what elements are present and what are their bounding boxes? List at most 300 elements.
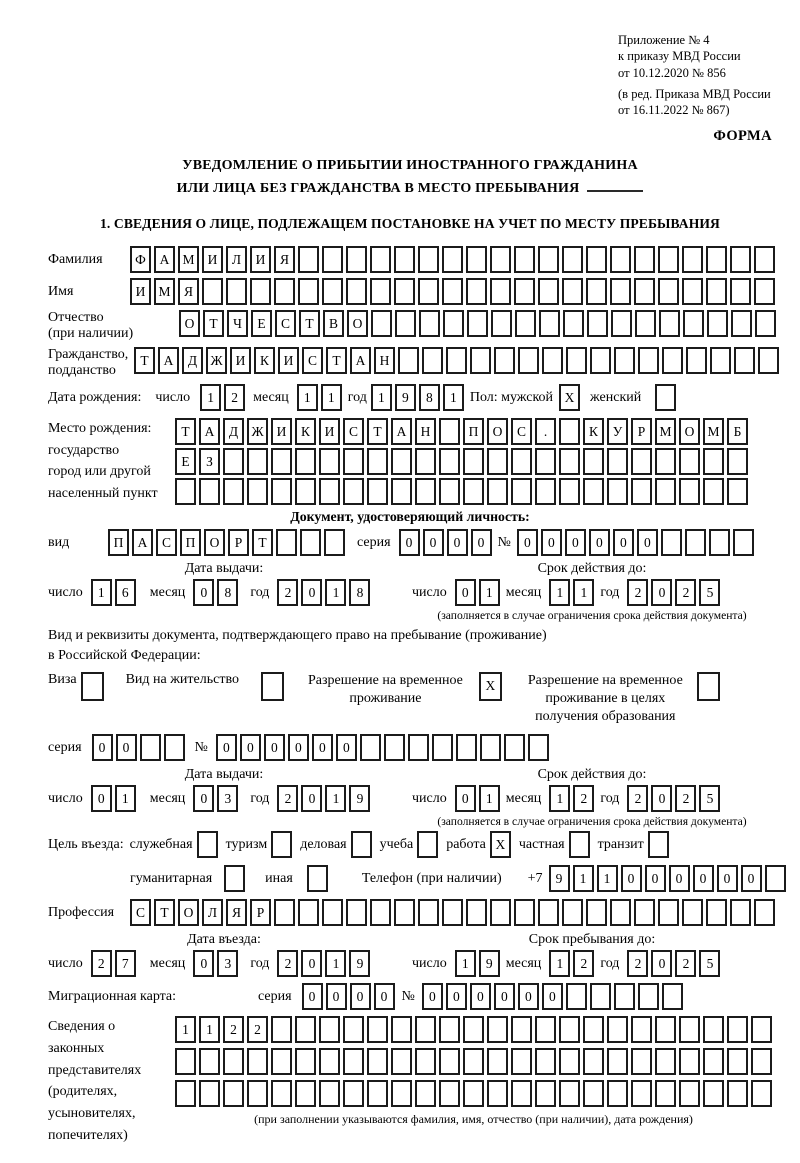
char-cell[interactable]: 0 [91, 785, 112, 812]
char-cell[interactable] [271, 1016, 292, 1043]
char-cell[interactable] [300, 529, 321, 556]
char-cell[interactable]: X [559, 384, 580, 411]
char-cell[interactable]: О [679, 418, 700, 445]
char-cell[interactable] [703, 1048, 724, 1075]
char-cell[interactable] [535, 1016, 556, 1043]
char-cell[interactable]: И [319, 418, 340, 445]
char-cell[interactable]: А [199, 418, 220, 445]
char-cell[interactable] [514, 899, 535, 926]
char-cell[interactable]: 0 [447, 529, 468, 556]
char-cell[interactable]: 2 [247, 1016, 268, 1043]
char-cell[interactable] [463, 1016, 484, 1043]
char-cell[interactable]: 1 [325, 579, 346, 606]
char-cell[interactable]: 0 [651, 785, 672, 812]
char-cell[interactable]: У [607, 418, 628, 445]
char-cell[interactable] [610, 899, 631, 926]
char-cell[interactable]: 1 [325, 785, 346, 812]
char-cell[interactable] [566, 983, 587, 1010]
char-cell[interactable] [638, 347, 659, 374]
char-cell[interactable] [703, 448, 724, 475]
char-cell[interactable]: 0 [301, 785, 322, 812]
char-cell[interactable] [322, 899, 343, 926]
char-cell[interactable] [730, 899, 751, 926]
char-cell[interactable]: 1 [91, 579, 112, 606]
char-cell[interactable] [634, 278, 655, 305]
char-cell[interactable] [661, 529, 682, 556]
char-cell[interactable] [648, 831, 669, 858]
char-cell[interactable]: О [204, 529, 225, 556]
char-cell[interactable] [491, 310, 512, 337]
char-cell[interactable] [487, 1016, 508, 1043]
char-cell[interactable] [391, 1016, 412, 1043]
char-cell[interactable]: В [323, 310, 344, 337]
char-cell[interactable] [298, 899, 319, 926]
char-cell[interactable] [590, 983, 611, 1010]
char-cell[interactable] [659, 310, 680, 337]
char-cell[interactable]: 8 [217, 579, 238, 606]
char-cell[interactable]: Я [274, 246, 295, 273]
char-cell[interactable]: С [343, 418, 364, 445]
char-cell[interactable] [439, 448, 460, 475]
char-cell[interactable] [490, 246, 511, 273]
char-cell[interactable]: 0 [422, 983, 443, 1010]
char-cell[interactable]: 2 [627, 579, 648, 606]
char-cell[interactable] [528, 734, 549, 761]
char-cell[interactable]: 0 [693, 865, 714, 892]
char-cell[interactable]: 9 [349, 950, 370, 977]
char-cell[interactable]: 1 [549, 950, 570, 977]
char-cell[interactable]: Т [203, 310, 224, 337]
char-cell[interactable] [490, 278, 511, 305]
char-cell[interactable] [559, 448, 580, 475]
char-cell[interactable]: О [487, 418, 508, 445]
char-cell[interactable]: 3 [217, 950, 238, 977]
char-cell[interactable] [343, 1080, 364, 1107]
char-cell[interactable] [298, 278, 319, 305]
char-cell[interactable]: М [154, 278, 175, 305]
char-cell[interactable]: 0 [565, 529, 586, 556]
char-cell[interactable] [504, 734, 525, 761]
char-cell[interactable]: С [130, 899, 151, 926]
char-cell[interactable] [394, 246, 415, 273]
char-cell[interactable]: 1 [573, 865, 594, 892]
char-cell[interactable] [586, 246, 607, 273]
char-cell[interactable] [391, 1048, 412, 1075]
char-cell[interactable]: И [250, 246, 271, 273]
char-cell[interactable] [418, 246, 439, 273]
char-cell[interactable] [583, 1048, 604, 1075]
char-cell[interactable]: П [108, 529, 129, 556]
char-cell[interactable] [538, 899, 559, 926]
char-cell[interactable] [709, 529, 730, 556]
char-cell[interactable]: 5 [699, 950, 720, 977]
char-cell[interactable]: 0 [116, 734, 137, 761]
char-cell[interactable]: 0 [336, 734, 357, 761]
char-cell[interactable] [682, 278, 703, 305]
char-cell[interactable] [418, 278, 439, 305]
char-cell[interactable] [631, 1048, 652, 1075]
char-cell[interactable] [351, 831, 372, 858]
char-cell[interactable] [346, 278, 367, 305]
char-cell[interactable] [655, 1016, 676, 1043]
char-cell[interactable]: С [511, 418, 532, 445]
char-cell[interactable] [415, 448, 436, 475]
char-cell[interactable] [658, 246, 679, 273]
char-cell[interactable] [511, 448, 532, 475]
char-cell[interactable]: 0 [301, 579, 322, 606]
char-cell[interactable] [539, 310, 560, 337]
char-cell[interactable]: Р [228, 529, 249, 556]
char-cell[interactable]: 0 [471, 529, 492, 556]
char-cell[interactable] [679, 448, 700, 475]
char-cell[interactable] [607, 1080, 628, 1107]
char-cell[interactable]: 2 [627, 785, 648, 812]
char-cell[interactable]: Ж [206, 347, 227, 374]
char-cell[interactable] [559, 418, 580, 445]
char-cell[interactable] [271, 831, 292, 858]
char-cell[interactable] [655, 448, 676, 475]
char-cell[interactable]: С [302, 347, 323, 374]
char-cell[interactable]: Т [326, 347, 347, 374]
char-cell[interactable] [442, 278, 463, 305]
char-cell[interactable] [583, 448, 604, 475]
char-cell[interactable]: 2 [627, 950, 648, 977]
char-cell[interactable]: X [479, 672, 502, 701]
char-cell[interactable]: 0 [399, 529, 420, 556]
char-cell[interactable] [514, 278, 535, 305]
char-cell[interactable]: К [583, 418, 604, 445]
char-cell[interactable] [583, 1080, 604, 1107]
char-cell[interactable] [391, 1080, 412, 1107]
char-cell[interactable] [223, 478, 244, 505]
char-cell[interactable] [271, 448, 292, 475]
char-cell[interactable] [583, 478, 604, 505]
char-cell[interactable] [367, 1016, 388, 1043]
char-cell[interactable] [432, 734, 453, 761]
char-cell[interactable] [391, 448, 412, 475]
char-cell[interactable]: 0 [621, 865, 642, 892]
char-cell[interactable]: Л [202, 899, 223, 926]
char-cell[interactable]: Ж [247, 418, 268, 445]
char-cell[interactable] [679, 1016, 700, 1043]
char-cell[interactable] [634, 246, 655, 273]
char-cell[interactable] [751, 1016, 772, 1043]
char-cell[interactable] [562, 246, 583, 273]
char-cell[interactable] [343, 1016, 364, 1043]
char-cell[interactable]: О [347, 310, 368, 337]
char-cell[interactable] [175, 1080, 196, 1107]
char-cell[interactable] [371, 310, 392, 337]
char-cell[interactable]: 2 [675, 579, 696, 606]
char-cell[interactable]: 0 [216, 734, 237, 761]
char-cell[interactable]: П [463, 418, 484, 445]
char-cell[interactable] [562, 278, 583, 305]
char-cell[interactable] [683, 310, 704, 337]
char-cell[interactable]: 0 [542, 983, 563, 1010]
char-cell[interactable] [346, 899, 367, 926]
char-cell[interactable] [384, 734, 405, 761]
char-cell[interactable] [755, 310, 776, 337]
char-cell[interactable]: 9 [549, 865, 570, 892]
char-cell[interactable] [322, 278, 343, 305]
char-cell[interactable] [319, 1016, 340, 1043]
char-cell[interactable] [202, 278, 223, 305]
char-cell[interactable] [370, 246, 391, 273]
char-cell[interactable] [261, 672, 284, 701]
char-cell[interactable] [274, 278, 295, 305]
char-cell[interactable] [370, 899, 391, 926]
char-cell[interactable]: 2 [224, 384, 245, 411]
char-cell[interactable]: 0 [374, 983, 395, 1010]
char-cell[interactable]: 1 [597, 865, 618, 892]
char-cell[interactable]: Т [252, 529, 273, 556]
char-cell[interactable] [367, 478, 388, 505]
char-cell[interactable]: . [535, 418, 556, 445]
char-cell[interactable] [754, 278, 775, 305]
char-cell[interactable] [706, 278, 727, 305]
char-cell[interactable]: 2 [277, 950, 298, 977]
char-cell[interactable] [727, 1048, 748, 1075]
char-cell[interactable] [631, 1080, 652, 1107]
char-cell[interactable] [343, 1048, 364, 1075]
char-cell[interactable] [535, 1048, 556, 1075]
char-cell[interactable] [164, 734, 185, 761]
char-cell[interactable] [511, 1048, 532, 1075]
char-cell[interactable] [439, 1080, 460, 1107]
char-cell[interactable] [442, 246, 463, 273]
char-cell[interactable] [295, 1048, 316, 1075]
char-cell[interactable] [566, 347, 587, 374]
char-cell[interactable]: 1 [443, 384, 464, 411]
char-cell[interactable] [655, 478, 676, 505]
char-cell[interactable] [754, 246, 775, 273]
char-cell[interactable] [583, 1016, 604, 1043]
char-cell[interactable]: X [490, 831, 511, 858]
char-cell[interactable]: И [230, 347, 251, 374]
char-cell[interactable] [611, 310, 632, 337]
char-cell[interactable]: Р [631, 418, 652, 445]
char-cell[interactable]: 0 [446, 983, 467, 1010]
char-cell[interactable] [439, 478, 460, 505]
char-cell[interactable] [710, 347, 731, 374]
char-cell[interactable] [223, 1080, 244, 1107]
char-cell[interactable]: С [156, 529, 177, 556]
char-cell[interactable]: П [180, 529, 201, 556]
char-cell[interactable]: 9 [395, 384, 416, 411]
char-cell[interactable] [199, 478, 220, 505]
char-cell[interactable]: 1 [549, 785, 570, 812]
char-cell[interactable]: 1 [175, 1016, 196, 1043]
char-cell[interactable] [638, 983, 659, 1010]
char-cell[interactable] [319, 1080, 340, 1107]
char-cell[interactable] [703, 478, 724, 505]
char-cell[interactable] [734, 347, 755, 374]
char-cell[interactable] [494, 347, 515, 374]
char-cell[interactable] [346, 246, 367, 273]
char-cell[interactable] [81, 672, 104, 701]
char-cell[interactable]: 1 [199, 1016, 220, 1043]
char-cell[interactable]: 1 [200, 384, 221, 411]
char-cell[interactable]: 0 [517, 529, 538, 556]
char-cell[interactable] [470, 347, 491, 374]
char-cell[interactable]: Н [415, 418, 436, 445]
char-cell[interactable] [686, 347, 707, 374]
char-cell[interactable] [730, 278, 751, 305]
char-cell[interactable] [562, 899, 583, 926]
char-cell[interactable] [662, 347, 683, 374]
char-cell[interactable] [394, 278, 415, 305]
char-cell[interactable] [446, 347, 467, 374]
char-cell[interactable] [415, 478, 436, 505]
char-cell[interactable] [607, 1048, 628, 1075]
char-cell[interactable]: 2 [277, 579, 298, 606]
char-cell[interactable] [276, 529, 297, 556]
char-cell[interactable] [590, 347, 611, 374]
char-cell[interactable]: И [278, 347, 299, 374]
char-cell[interactable] [394, 899, 415, 926]
char-cell[interactable] [319, 448, 340, 475]
char-cell[interactable] [679, 478, 700, 505]
char-cell[interactable] [415, 1080, 436, 1107]
char-cell[interactable]: М [703, 418, 724, 445]
char-cell[interactable] [679, 1080, 700, 1107]
char-cell[interactable] [226, 278, 247, 305]
char-cell[interactable] [250, 278, 271, 305]
char-cell[interactable]: 0 [651, 579, 672, 606]
char-cell[interactable] [707, 310, 728, 337]
char-cell[interactable] [247, 448, 268, 475]
char-cell[interactable] [535, 1080, 556, 1107]
char-cell[interactable] [614, 347, 635, 374]
char-cell[interactable] [247, 1048, 268, 1075]
char-cell[interactable]: А [391, 418, 412, 445]
char-cell[interactable]: 0 [651, 950, 672, 977]
char-cell[interactable]: Ф [130, 246, 151, 273]
char-cell[interactable]: И [130, 278, 151, 305]
char-cell[interactable] [727, 448, 748, 475]
char-cell[interactable] [418, 899, 439, 926]
char-cell[interactable]: И [271, 418, 292, 445]
char-cell[interactable] [466, 246, 487, 273]
char-cell[interactable]: 0 [240, 734, 261, 761]
char-cell[interactable] [751, 1048, 772, 1075]
char-cell[interactable] [298, 246, 319, 273]
char-cell[interactable] [274, 899, 295, 926]
char-cell[interactable] [754, 899, 775, 926]
char-cell[interactable] [295, 448, 316, 475]
char-cell[interactable]: Я [226, 899, 247, 926]
char-cell[interactable] [367, 448, 388, 475]
char-cell[interactable]: 0 [193, 579, 214, 606]
char-cell[interactable] [467, 310, 488, 337]
char-cell[interactable]: 0 [312, 734, 333, 761]
char-cell[interactable] [466, 899, 487, 926]
char-cell[interactable]: 7 [115, 950, 136, 977]
char-cell[interactable] [682, 246, 703, 273]
char-cell[interactable] [463, 1048, 484, 1075]
char-cell[interactable]: 1 [573, 579, 594, 606]
char-cell[interactable]: Н [374, 347, 395, 374]
char-cell[interactable]: 0 [613, 529, 634, 556]
char-cell[interactable] [586, 899, 607, 926]
char-cell[interactable] [706, 899, 727, 926]
char-cell[interactable]: 2 [91, 950, 112, 977]
char-cell[interactable] [586, 278, 607, 305]
char-cell[interactable] [319, 478, 340, 505]
char-cell[interactable]: Е [175, 448, 196, 475]
char-cell[interactable]: Д [182, 347, 203, 374]
char-cell[interactable] [634, 899, 655, 926]
char-cell[interactable]: М [178, 246, 199, 273]
char-cell[interactable] [511, 1016, 532, 1043]
char-cell[interactable] [319, 1048, 340, 1075]
char-cell[interactable] [685, 529, 706, 556]
char-cell[interactable] [439, 418, 460, 445]
char-cell[interactable] [706, 246, 727, 273]
char-cell[interactable]: 0 [669, 865, 690, 892]
char-cell[interactable]: 2 [675, 785, 696, 812]
char-cell[interactable] [765, 865, 786, 892]
char-cell[interactable] [610, 278, 631, 305]
char-cell[interactable]: О [178, 899, 199, 926]
char-cell[interactable]: 0 [264, 734, 285, 761]
char-cell[interactable] [271, 1080, 292, 1107]
char-cell[interactable] [631, 448, 652, 475]
char-cell[interactable]: 0 [455, 579, 476, 606]
char-cell[interactable] [408, 734, 429, 761]
char-cell[interactable]: 1 [325, 950, 346, 977]
char-cell[interactable] [175, 1048, 196, 1075]
char-cell[interactable]: 1 [297, 384, 318, 411]
char-cell[interactable] [442, 899, 463, 926]
char-cell[interactable] [703, 1016, 724, 1043]
char-cell[interactable] [535, 448, 556, 475]
char-cell[interactable] [727, 478, 748, 505]
char-cell[interactable] [367, 1048, 388, 1075]
char-cell[interactable]: 1 [455, 950, 476, 977]
char-cell[interactable]: 0 [288, 734, 309, 761]
char-cell[interactable] [658, 278, 679, 305]
char-cell[interactable] [655, 384, 676, 411]
char-cell[interactable] [682, 899, 703, 926]
char-cell[interactable] [559, 1080, 580, 1107]
char-cell[interactable] [658, 899, 679, 926]
char-cell[interactable] [480, 734, 501, 761]
char-cell[interactable]: 0 [645, 865, 666, 892]
char-cell[interactable]: 0 [301, 950, 322, 977]
char-cell[interactable] [514, 246, 535, 273]
char-cell[interactable] [343, 448, 364, 475]
char-cell[interactable]: А [350, 347, 371, 374]
char-cell[interactable] [569, 831, 590, 858]
char-cell[interactable]: 0 [302, 983, 323, 1010]
char-cell[interactable] [487, 448, 508, 475]
char-cell[interactable] [199, 1048, 220, 1075]
char-cell[interactable] [511, 478, 532, 505]
char-cell[interactable]: 0 [494, 983, 515, 1010]
char-cell[interactable] [518, 347, 539, 374]
char-cell[interactable]: 5 [699, 785, 720, 812]
char-cell[interactable]: К [295, 418, 316, 445]
char-cell[interactable] [559, 1048, 580, 1075]
char-cell[interactable] [360, 734, 381, 761]
char-cell[interactable]: Ч [227, 310, 248, 337]
char-cell[interactable] [439, 1048, 460, 1075]
char-cell[interactable] [223, 1048, 244, 1075]
char-cell[interactable] [559, 478, 580, 505]
char-cell[interactable]: 2 [223, 1016, 244, 1043]
char-cell[interactable]: 8 [349, 579, 370, 606]
